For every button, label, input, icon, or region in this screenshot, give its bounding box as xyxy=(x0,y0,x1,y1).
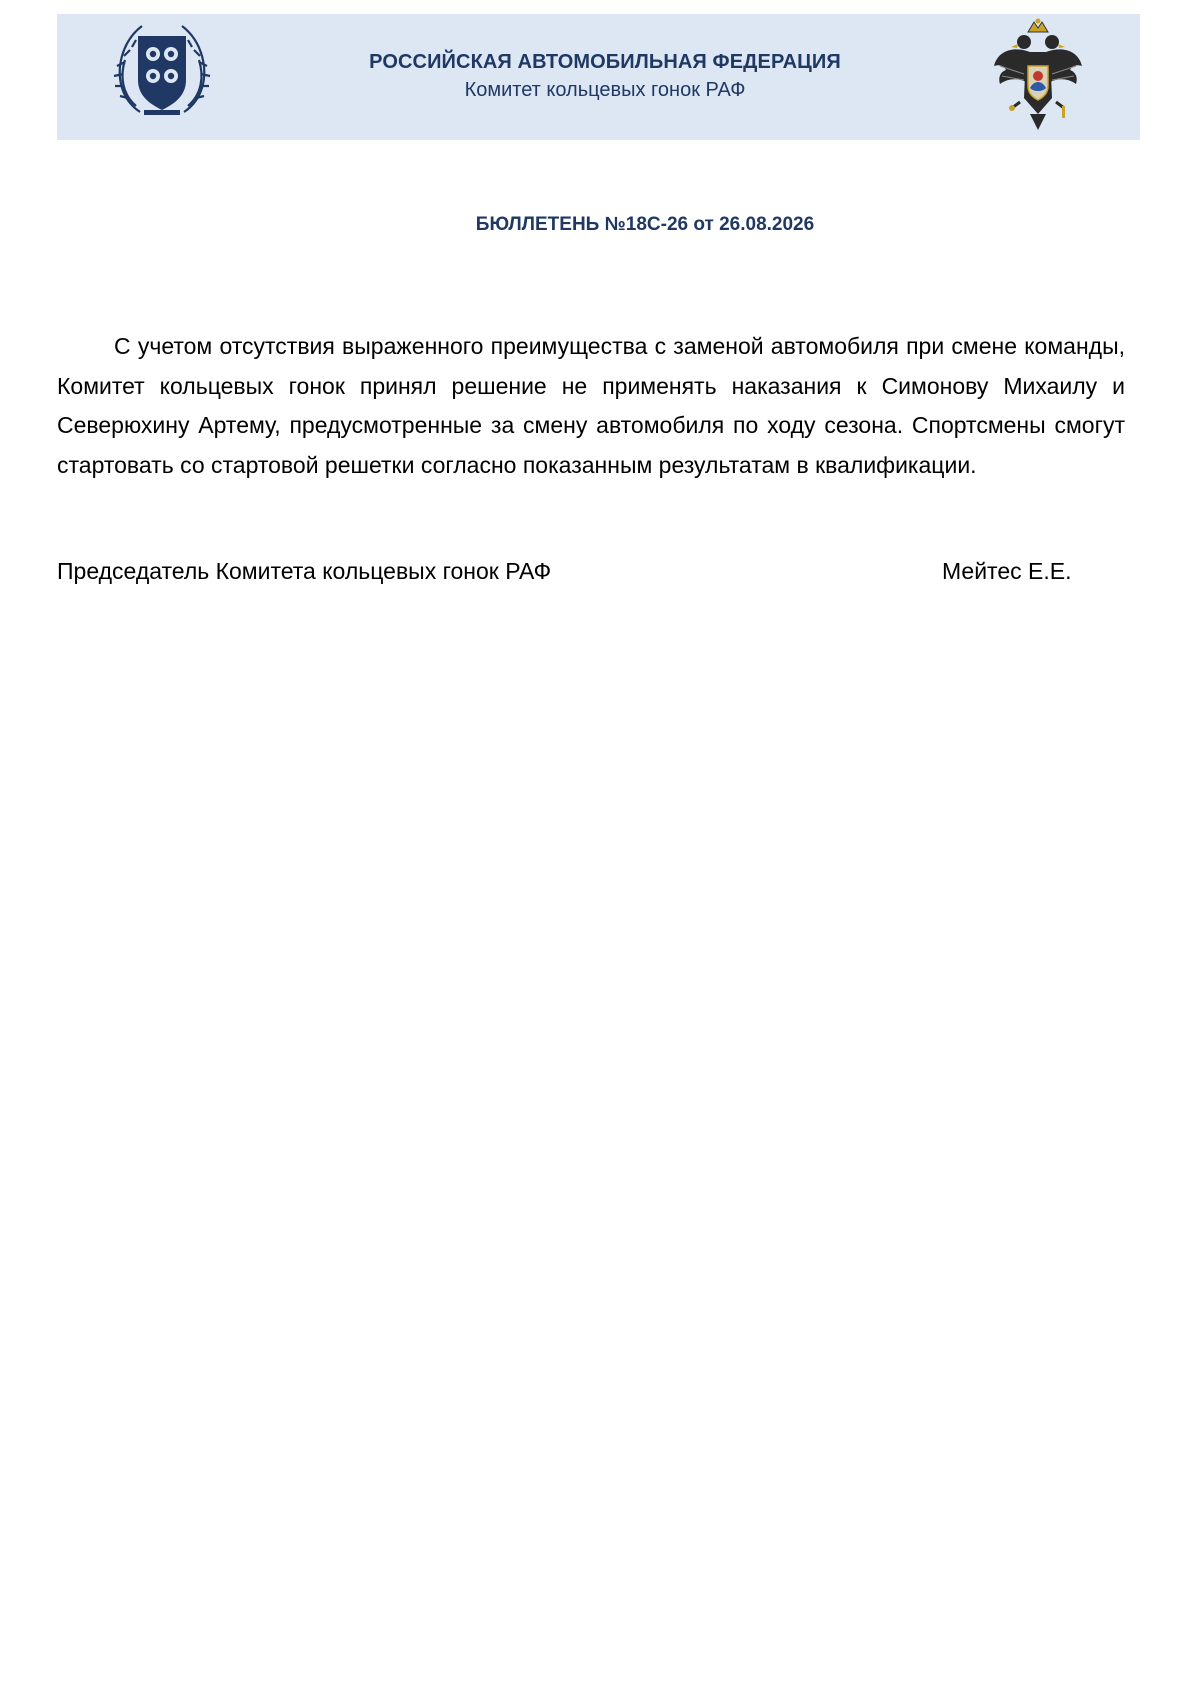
signature-name: Мейтес Е.Е. xyxy=(942,558,1072,584)
org-name: РОССИЙСКАЯ АВТОМОБИЛЬНАЯ ФЕДЕРАЦИЯ xyxy=(369,51,841,73)
bulletin-title: БЮЛЛЕТЕНЬ №18С-26 от 26.08.2026 xyxy=(475,214,815,235)
coat-of-arms-logo xyxy=(990,18,1086,136)
header-text-block xyxy=(300,48,910,104)
signature-position: Председатель Комитета кольцевых гонок РАФ xyxy=(57,558,552,584)
raf-emblem-logo xyxy=(110,20,214,124)
body-paragraph: С учетом отсутствия выраженного преимущества с заменой автомобиля при смене команды, Комитет кольцевых гонок принял решение не применять наказания к Симонову Михаилу и Северюхину Артему, предусмотренные за смену автомобиля по ходу сезона. Спортсмены смогут стартовать со стартовой решетки согласно показанным результатам в квалификации. xyxy=(57,333,1125,478)
committee-name: Комитет кольцевых гонок РАФ xyxy=(464,79,746,101)
